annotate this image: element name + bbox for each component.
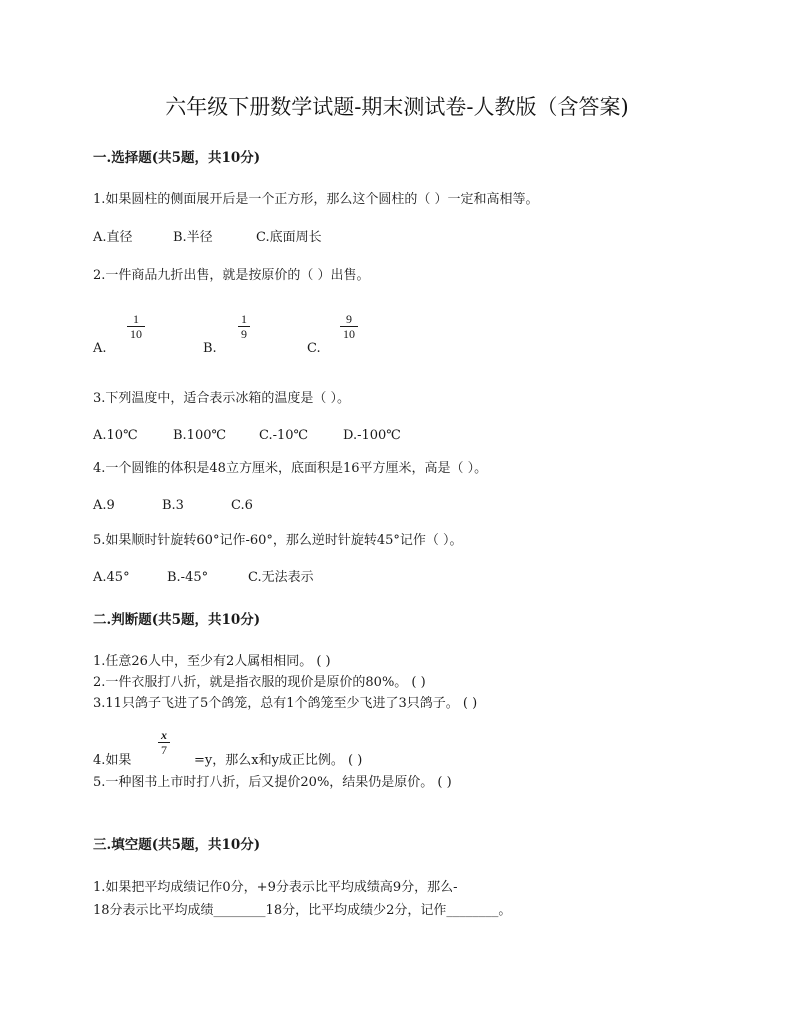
fraction-denominator: 7 — [158, 742, 170, 757]
option-text: A.45° — [93, 570, 130, 585]
question-text: 5.如果顺时针旋转60°记作-60°，那么逆时针旋转45°记作（ ）。 — [93, 533, 463, 548]
fraction-denominator: 9 — [238, 326, 250, 341]
fraction — [238, 312, 250, 341]
section-heading-choice: 一.选择题(共5题，共10分) — [93, 150, 261, 166]
question-text: 5.一种图书上市时打八折，后又提价20%，结果仍是原价。 ( ) — [93, 775, 452, 790]
option-text: C.无法表示 — [248, 570, 314, 585]
question-text: 3.下列温度中，适合表示冰箱的温度是（ ）。 — [93, 391, 351, 406]
option-text: C.底面周长 — [256, 230, 322, 245]
option-label: A. — [93, 341, 107, 356]
question-text: 1.如果圆柱的侧面展开后是一个正方形，那么这个圆柱的（ ）一定和高相等。 — [93, 192, 539, 207]
option-text: C.6 — [231, 498, 253, 513]
fraction-denominator: 10 — [127, 326, 145, 341]
option-text: B.100℃ — [173, 428, 227, 443]
section-heading-judgement: 二.判断题(共5题，共10分) — [93, 612, 261, 628]
option-text: A.10℃ — [93, 428, 138, 443]
question-text: 2.一件衣服打八折，就是指衣服的现价是原价的80%。 ( ) — [93, 675, 426, 690]
option-text: B.3 — [162, 498, 184, 513]
question-text: 18分表示比平均成绩________18分，比平均成绩少2分，记作________。 — [93, 903, 512, 918]
fraction-numerator: x — [161, 728, 167, 742]
fraction-denominator: 10 — [340, 326, 358, 341]
fraction-numerator: 1 — [133, 312, 139, 326]
option-label: B. — [203, 341, 217, 356]
question-text: 2.一件商品九折出售，就是按原价的（ ）出售。 — [93, 268, 370, 283]
section-heading-fill-blank: 三.填空题(共5题，共10分) — [93, 837, 261, 853]
question-text: 1.如果把平均成绩记作0分，+9分表示比平均成绩高9分，那么- — [93, 880, 458, 895]
option-text: B.-45° — [167, 570, 209, 585]
option-text: C.-10℃ — [259, 428, 309, 443]
fraction — [158, 728, 170, 757]
question-text: 1.任意26人中，至少有2人属相相同。 ( ) — [93, 654, 331, 669]
question-text: 3.11只鸽子飞进了5个鸽笼，总有1个鸽笼至少飞进了3只鸽子。 ( ) — [93, 696, 478, 711]
question-text: 4.一个圆锥的体积是48立方厘米，底面积是16平方厘米，高是（ ）。 — [93, 461, 488, 476]
question-text-prefix: 4.如果 — [93, 753, 132, 768]
fraction — [340, 312, 358, 341]
fraction-numerator: 9 — [346, 312, 352, 326]
option-text: B.半径 — [173, 230, 213, 245]
option-text: A.9 — [93, 498, 115, 513]
question-text-suffix: =y，那么x和y成正比例。 ( ) — [194, 753, 363, 768]
option-label: C. — [307, 341, 321, 356]
fraction-numerator: 1 — [241, 312, 247, 326]
page-title: 六年级下册数学试题-期末测试卷-人教版（含答案) — [165, 95, 629, 119]
fraction — [127, 312, 145, 341]
option-text: D.-100℃ — [343, 428, 401, 443]
option-text: A.直径 — [93, 230, 133, 245]
